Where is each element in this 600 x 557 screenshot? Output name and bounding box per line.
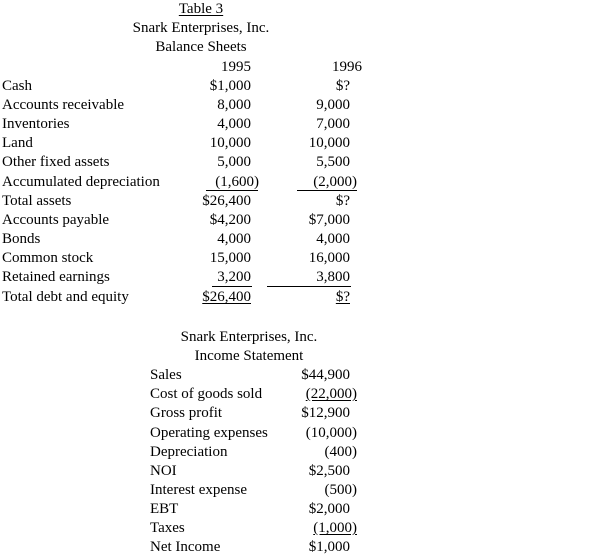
- bs-row-label-other-fixed-assets: Other fixed assets: [2, 154, 110, 170]
- bs-row-label-common-stock: Common stock: [2, 250, 94, 266]
- bs-row-label-cash: Cash: [2, 78, 32, 94]
- is-gross-profit-value: $12,900: [301, 405, 350, 421]
- is-interest-expense-value: (500): [324, 482, 357, 498]
- is-row-label-noi: NOI: [150, 463, 177, 479]
- bs-row-label-accumulated-depreciation: Accumulated depreciation: [2, 174, 160, 190]
- is-row-label-taxes: Taxes: [150, 520, 185, 536]
- bs-retained-earnings-1996: 3,800: [316, 269, 350, 285]
- bs-bonds-1995: 4,000: [217, 231, 251, 247]
- bs-accounts-receivable-1996: 9,000: [316, 97, 350, 113]
- bs-total-assets-1996: $?: [335, 193, 350, 209]
- table-label: Table 3: [178, 1, 224, 17]
- bs-inventories-1995: 4,000: [217, 116, 251, 132]
- is-row-label-cost-of-goods-sold: Cost of goods sold: [150, 386, 263, 402]
- bs-row-label-inventories: Inventories: [2, 116, 70, 132]
- balance-sheet-company: Snark Enterprises, Inc.: [132, 20, 270, 36]
- is-row-label-gross-profit: Gross profit: [150, 405, 223, 421]
- bs-total-assets-1995: $26,400: [202, 193, 251, 209]
- column-header-1995: 1995: [221, 59, 251, 75]
- bs-accumulated-depreciation-1996: (2,000): [313, 174, 357, 190]
- bs-inventories-1996: 7,000: [316, 116, 350, 132]
- income-statement-company: Snark Enterprises, Inc.: [180, 329, 318, 345]
- bs-underline-retained-1995: [212, 286, 252, 287]
- is-cost-of-goods-sold-value: (22,000): [305, 386, 357, 402]
- is-row-label-depreciation: Depreciation: [150, 444, 228, 460]
- bs-row-label-land: Land: [2, 135, 33, 151]
- bs-other-fixed-assets-1995: 5,000: [217, 154, 251, 170]
- bs-land-1995: 10,000: [209, 135, 251, 151]
- bs-cash-1996: $?: [335, 78, 350, 94]
- bs-row-label-accounts-receivable: Accounts receivable: [2, 97, 125, 113]
- bs-accounts-receivable-1995: 8,000: [217, 97, 251, 113]
- bs-retained-earnings-1995: 3,200: [217, 269, 251, 285]
- bs-row-label-total-assets: Total assets: [2, 193, 72, 209]
- is-sales-value: $44,900: [301, 367, 350, 383]
- bs-cash-1995: $1,000: [209, 78, 251, 94]
- is-row-label-ebt: EBT: [150, 501, 179, 517]
- is-row-label-interest-expense: Interest expense: [150, 482, 248, 498]
- income-statement-title: Income Statement: [194, 348, 304, 364]
- bs-common-stock-1995: 15,000: [209, 250, 251, 266]
- is-ebt-value: $2,000: [308, 501, 350, 517]
- bs-underline-1996: [297, 190, 357, 191]
- bs-row-label-total-debt-and-equity: Total debt and equity: [2, 289, 129, 305]
- bs-underline-1995: [206, 190, 258, 191]
- bs-accounts-payable-1996: $7,000: [308, 212, 350, 228]
- bs-row-label-retained-earnings: Retained earnings: [2, 269, 110, 285]
- bs-other-fixed-assets-1996: 5,500: [316, 154, 350, 170]
- bs-accumulated-depreciation-1995: (1,600): [215, 174, 259, 190]
- bs-underline-retained-1996: [267, 286, 351, 287]
- bs-row-label-accounts-payable: Accounts payable: [2, 212, 110, 228]
- balance-sheet-title: Balance Sheets: [155, 39, 247, 55]
- bs-total-debt-and-equity-1996: $?: [335, 289, 350, 305]
- bs-accounts-payable-1995: $4,200: [209, 212, 251, 228]
- is-taxes-value: (1,000): [313, 520, 357, 536]
- column-header-1996: 1996: [332, 59, 362, 75]
- bs-total-debt-and-equity-1995: $26,400: [202, 289, 251, 305]
- bs-common-stock-1996: 16,000: [308, 250, 350, 266]
- is-row-label-operating-expenses: Operating expenses: [150, 425, 268, 441]
- is-noi-value: $2,500: [308, 463, 350, 479]
- is-row-label-sales: Sales: [150, 367, 182, 383]
- is-row-label-net-income: Net Income: [150, 539, 221, 555]
- bs-bonds-1996: 4,000: [316, 231, 350, 247]
- bs-land-1996: 10,000: [308, 135, 350, 151]
- is-depreciation-value: (400): [324, 444, 357, 460]
- bs-row-label-bonds: Bonds: [2, 231, 41, 247]
- is-operating-expenses-value: (10,000): [305, 425, 357, 441]
- is-net-income-value: $1,000: [308, 539, 350, 555]
